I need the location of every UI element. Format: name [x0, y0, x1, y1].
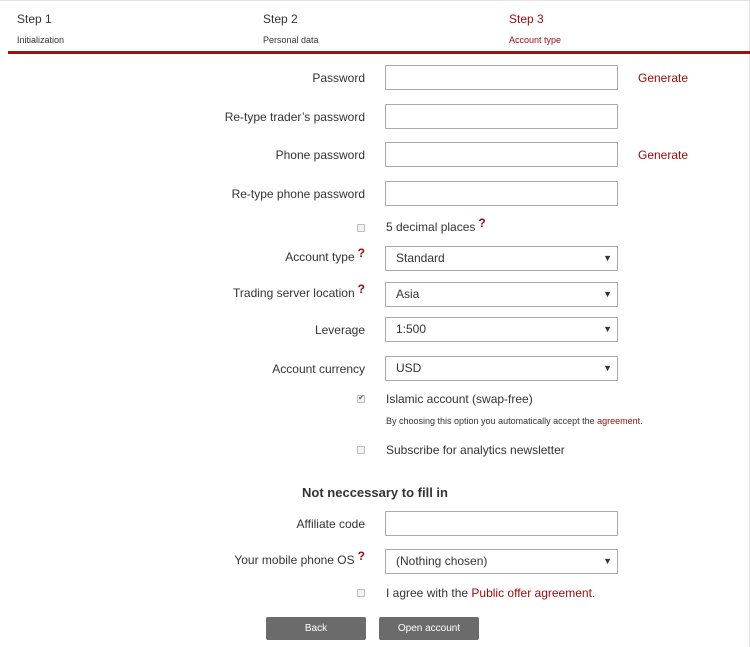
- steps-progress-line: [8, 51, 750, 54]
- step-1-title: Step 1: [17, 12, 52, 26]
- affiliate-code-input[interactable]: [385, 511, 618, 536]
- open-account-button[interactable]: Open account: [379, 617, 479, 640]
- account-type-dropdown-icon: ▼: [603, 253, 612, 263]
- decimal-places-checkbox[interactable]: [357, 224, 365, 232]
- top-border: [0, 0, 750, 1]
- optional-section-title: Not neccessary to fill in: [302, 485, 448, 500]
- agree-text: I agree with the: [386, 586, 472, 600]
- currency-value: USD: [396, 361, 422, 375]
- back-button[interactable]: Back: [266, 617, 366, 640]
- account-type-value: Standard: [396, 251, 445, 265]
- server-location-dropdown-icon: ▼: [603, 289, 612, 299]
- affiliate-code-label: Affiliate code: [296, 517, 365, 531]
- step-1-subtitle: Initialization: [17, 35, 65, 45]
- agree-checkbox[interactable]: [357, 589, 365, 597]
- currency-dropdown-icon: ▼: [603, 363, 612, 373]
- password-label: Password: [312, 71, 365, 85]
- mobile-os-value: (Nothing chosen): [396, 554, 488, 568]
- islamic-account-checkbox[interactable]: [357, 395, 365, 403]
- mobile-os-help-icon[interactable]: ?: [357, 549, 365, 563]
- retype-trader-password-label: Re-type trader’s password: [224, 110, 365, 124]
- step-3: [509, 12, 561, 45]
- retype-phone-password-input[interactable]: [385, 181, 618, 206]
- retype-trader-password-input[interactable]: [385, 104, 618, 129]
- agree-option: [386, 586, 595, 600]
- phone-password-input[interactable]: [385, 142, 618, 167]
- decimal-places-label: 5 decimal places: [386, 220, 476, 234]
- agreement-link[interactable]: agreement: [597, 416, 641, 426]
- leverage-select[interactable]: [385, 317, 618, 342]
- generate-password-link[interactable]: Generate: [638, 71, 689, 85]
- password-input[interactable]: [385, 65, 618, 90]
- currency-select[interactable]: [385, 356, 618, 381]
- step-3-title: Step 3: [509, 12, 544, 26]
- leverage-value: 1:500: [396, 322, 427, 336]
- islamic-account-label: Islamic account (swap-free): [386, 392, 533, 406]
- server-location-label: Trading server location: [233, 286, 355, 300]
- islamic-note-end: .: [640, 416, 643, 426]
- newsletter-checkbox[interactable]: [357, 446, 365, 454]
- step-2: [263, 12, 319, 45]
- islamic-account-note: [386, 416, 643, 426]
- account-type-label: Account type: [285, 250, 355, 264]
- generate-phone-password-link[interactable]: Generate: [638, 148, 689, 162]
- server-location-select[interactable]: [385, 282, 618, 307]
- decimal-places-help-icon[interactable]: ?: [478, 216, 486, 230]
- mobile-os-row-label: [0, 549, 365, 567]
- retype-phone-password-label: Re-type phone password: [231, 187, 365, 201]
- newsletter-label: Subscribe for analytics newsletter: [386, 443, 565, 457]
- account-type-help-icon[interactable]: ?: [357, 246, 365, 260]
- public-offer-link[interactable]: Public offer agreement: [471, 586, 592, 600]
- mobile-os-select[interactable]: [385, 549, 618, 574]
- account-type-select[interactable]: [385, 246, 618, 271]
- step-2-subtitle: Personal data: [263, 35, 319, 45]
- step-1: [17, 12, 64, 45]
- step-2-title: Step 2: [263, 12, 298, 26]
- account-type-row-label: [0, 246, 365, 264]
- server-location-help-icon[interactable]: ?: [357, 282, 365, 296]
- agree-end: .: [591, 586, 596, 600]
- mobile-os-dropdown-icon: ▼: [603, 556, 612, 566]
- leverage-dropdown-icon: ▼: [603, 324, 612, 334]
- phone-password-label: Phone password: [275, 148, 365, 162]
- currency-label: Account currency: [272, 362, 365, 376]
- islamic-note-text: By choosing this option you automatically accept the: [386, 416, 598, 426]
- leverage-label: Leverage: [314, 323, 365, 337]
- server-location-value: Asia: [396, 287, 420, 301]
- mobile-os-label: Your mobile phone OS: [234, 553, 355, 567]
- decimal-places-option: [386, 216, 486, 234]
- server-location-row-label: [0, 282, 365, 300]
- step-3-subtitle: Account type: [509, 35, 562, 45]
